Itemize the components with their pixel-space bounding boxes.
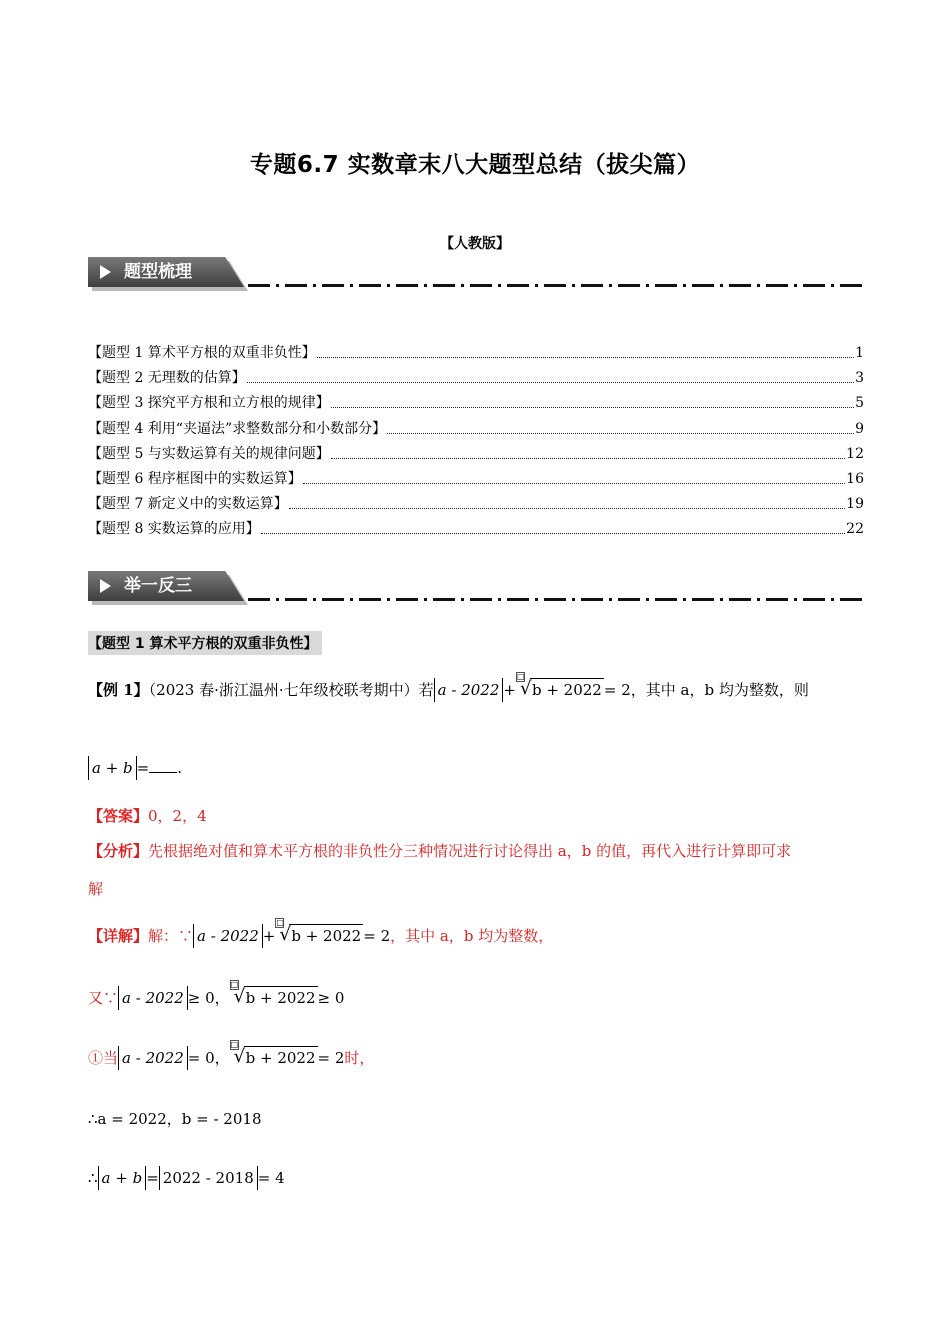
radicand: b + 2022 — [244, 986, 318, 1008]
play-arrow-icon — [100, 579, 111, 593]
toc-row[interactable] — [88, 366, 864, 391]
example-tag: 【例 1】 — [88, 681, 149, 699]
equals-two: = 2 — [603, 681, 631, 699]
toc-label: 【题型 5 与实数运算有关的规律问题】 — [88, 445, 330, 462]
expr-text: a + b — [92, 759, 133, 777]
equation: = 0， — [187, 1049, 230, 1067]
step-prefix: ①当 — [88, 1049, 119, 1067]
edition-label: 【人教版】 — [440, 236, 510, 252]
toc-row[interactable] — [88, 391, 864, 416]
toc-row[interactable] — [88, 492, 864, 517]
analysis-line-2 — [88, 878, 103, 899]
abs-expression — [434, 678, 504, 702]
example-source: （2023 春·浙江温州·七年级校联考期中）若 — [148, 681, 434, 699]
toc-row[interactable] — [88, 467, 864, 492]
expr-text: a - 2022 — [197, 927, 259, 945]
abs-expression — [98, 1166, 147, 1190]
root-index: □ — [516, 672, 525, 681]
document-title: 专题6.7 实数章末八大题型总结（拔尖篇） — [249, 152, 701, 178]
expr-text: a - 2022 — [437, 681, 500, 699]
radical-expression — [275, 918, 363, 946]
detail-tail: ，其中 a，b 均为整数， — [390, 927, 554, 945]
abs-expression — [118, 986, 188, 1010]
step-2 — [88, 1040, 375, 1070]
period: . — [177, 759, 183, 777]
toc-page: 1 — [855, 345, 864, 361]
plus-sign: + — [262, 927, 276, 945]
equals-sign: = — [136, 759, 150, 777]
therefore-symbol: ∴ — [88, 1169, 98, 1187]
toc-row[interactable] — [88, 517, 864, 542]
radical-expression — [230, 1040, 318, 1068]
sqrt-icon: √ — [279, 924, 291, 945]
abs-expression — [193, 924, 263, 948]
banner-question-types — [88, 257, 868, 291]
equals-sign: = — [146, 1169, 159, 1187]
detail-solve: 解：∵ — [148, 927, 194, 945]
abs-expression — [159, 1166, 258, 1190]
toc-label: 【题型 3 探究平方根和立方根的规律】 — [88, 395, 330, 412]
radicand: b + 2022 — [289, 924, 363, 946]
answer-blank — [149, 756, 177, 773]
plus-sign: + — [503, 681, 516, 699]
toc-page: 19 — [846, 496, 864, 513]
step-1 — [88, 980, 345, 1010]
abs-expression — [118, 1046, 188, 1070]
sqrt-icon: √ — [233, 1046, 246, 1067]
expr-text: a + b — [101, 1169, 143, 1187]
example-line-2 — [88, 756, 182, 780]
root-index: □ — [230, 1040, 239, 1049]
analysis-tag: 【分析】 — [88, 842, 149, 860]
dash-dot-divider — [248, 598, 868, 601]
equals-two: = 2 — [317, 1049, 345, 1067]
toc-page: 12 — [846, 445, 864, 462]
root-index: □ — [230, 980, 239, 989]
detail-tag: 【详解】 — [88, 927, 149, 945]
section-heading: 【题型 1 算术平方根的双重非负性】 — [88, 631, 322, 655]
toc-label: 【题型 8 实数运算的应用】 — [88, 521, 260, 538]
analysis-text-2: 解 — [88, 880, 104, 898]
toc-label: 【题型 1 算术平方根的双重非负性】 — [88, 345, 316, 361]
detail-line — [88, 918, 554, 948]
answer-tag: 【答案】 — [88, 807, 149, 825]
sqrt-icon: √ — [519, 678, 532, 699]
toc-page: 9 — [855, 420, 864, 437]
root-index: □ — [276, 918, 284, 927]
dash-dot-divider — [248, 284, 868, 287]
step-3: ∴a = 2022，b = - 2018 — [88, 1110, 262, 1128]
banner-examples — [88, 571, 868, 605]
analysis-text: 先根据绝对值和算术平方根的非负性分三种情况进行讨论得出 a，b 的值，再代入进行计算即可求 — [148, 842, 792, 860]
result: = 4 — [257, 1169, 285, 1187]
answer-line — [88, 805, 207, 826]
answer-text: 0，2，4 — [148, 807, 207, 825]
example-line-1 — [88, 672, 809, 702]
table-of-contents — [88, 341, 864, 543]
toc-page: 16 — [846, 470, 864, 487]
sqrt-icon: √ — [233, 986, 246, 1007]
toc-page: 22 — [846, 521, 864, 538]
play-arrow-icon — [100, 265, 111, 279]
expr-text: a - 2022 — [122, 989, 184, 1007]
radicand: b + 2022 — [244, 1046, 318, 1068]
abs-expression — [88, 756, 137, 780]
expr-text: a - 2022 — [122, 1049, 184, 1067]
inequality: ≥ 0， — [187, 989, 230, 1007]
step-4 — [88, 1166, 285, 1190]
toc-row[interactable] — [88, 442, 864, 467]
step-end: 时， — [344, 1049, 375, 1067]
toc-row[interactable] — [88, 341, 864, 366]
toc-label: 【题型 6 程序框图中的实数运算】 — [88, 470, 302, 487]
radical-expression — [230, 980, 318, 1008]
toc-label: 【题型 2 无理数的估算】 — [88, 370, 246, 387]
example-tail: ，其中 a，b 均为整数，则 — [630, 681, 809, 699]
equals-two: = 2 — [363, 927, 391, 945]
analysis-line — [88, 840, 791, 861]
toc-page: 5 — [855, 395, 864, 412]
banner-label: 举一反三 — [124, 576, 192, 596]
radical-expression — [516, 672, 604, 700]
radicand: b + 2022 — [530, 678, 604, 700]
toc-label: 【题型 7 新定义中的实数运算】 — [88, 496, 288, 513]
toc-page: 3 — [855, 370, 864, 387]
step-prefix: 又∵ — [88, 989, 119, 1007]
banner-label: 题型梳理 — [124, 262, 192, 282]
toc-row[interactable] — [88, 417, 864, 442]
expr-text: 2022 - 2018 — [162, 1169, 254, 1187]
inequality-end: ≥ 0 — [317, 989, 345, 1007]
toc-label: 【题型 4 利用“夹逼法”求整数部分和小数部分】 — [88, 420, 387, 437]
